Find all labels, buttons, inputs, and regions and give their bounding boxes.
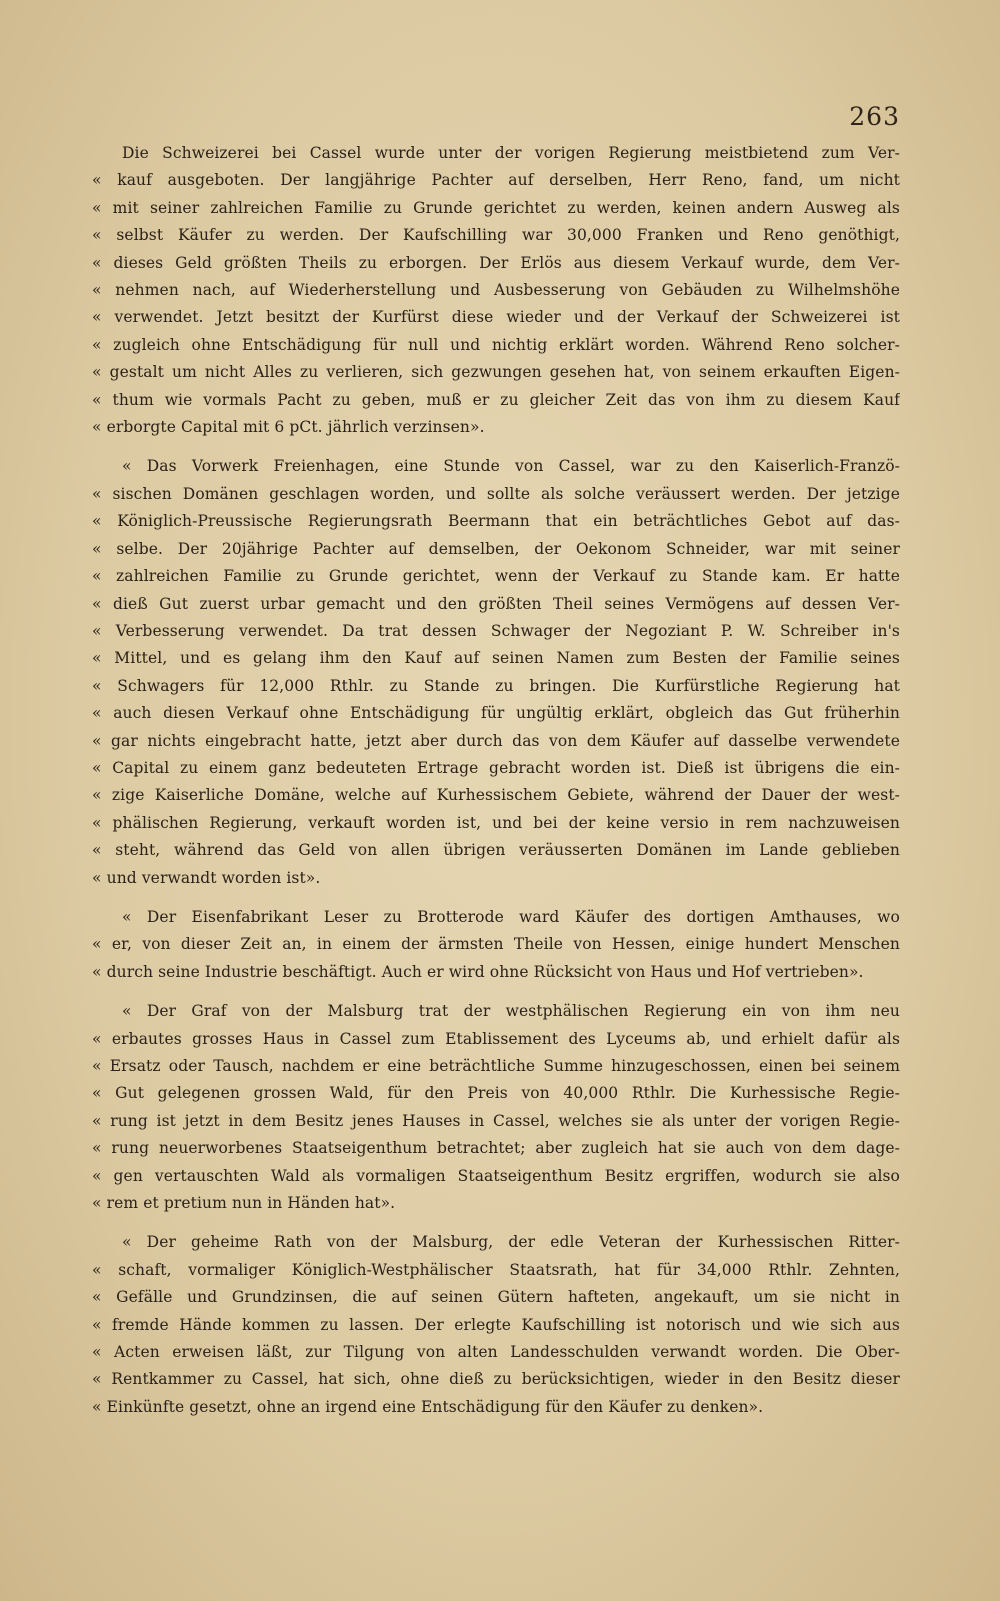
- text-line: « rung ist jetzt in dem Besitz jenes Hauses in Cassel, welches sie als unter der vorigen Regie-: [92, 1111, 900, 1130]
- text-line: « zige Kaiserliche Domäne, welche auf Kurhessischem Gebiete, während der Dauer der west-: [92, 786, 900, 805]
- text-line: « mit seiner zahlreichen Familie zu Grunde gerichtet zu werden, keinen andern Ausweg als: [92, 198, 900, 217]
- text-line: « Verbesserung verwendet. Da trat dessen Schwager der Negoziant P. W. Schreiber in's: [92, 621, 900, 640]
- text-line: « zugleich ohne Entschädigung für null und nichtig erklärt worden. Während Reno solcher-: [92, 335, 900, 354]
- page-number: 263: [849, 102, 900, 131]
- text-line: « Rentkammer zu Cassel, hat sich, ohne dieß zu berücksichtigen, wieder in den Besitz dieser: [92, 1370, 900, 1389]
- text-line: « selbst Käufer zu werden. Der Kaufschilling war 30,000 Franken und Reno genöthigt,: [92, 226, 900, 245]
- text-line: « thum wie vormals Pacht zu geben, muß er zu gleicher Zeit das von ihm zu diesem Kauf: [92, 390, 900, 409]
- text-line: « steht, während das Geld von allen übrigen veräusserten Domänen im Lande geblieben: [92, 841, 900, 860]
- text-line: « Ersatz oder Tausch, nachdem er eine beträchtliche Summe hinzugeschossen, einen bei seinem: [92, 1057, 900, 1075]
- text-line: « Acten erweisen läßt, zur Tilgung von alten Landesschulden verwandt worden. Die Ober-: [92, 1343, 900, 1362]
- text-line: « selbe. Der 20jährige Pachter auf demselben, der Oekonom Schneider, war mit seiner: [92, 539, 900, 558]
- text-line: « schaft, vormaliger Königlich-Westphälischer Staatsrath, hat für 34,000 Rthlr. Zehnten,: [92, 1260, 900, 1279]
- body-text: [92, 140, 900, 1433]
- text-line: « kauf ausgeboten. Der langjährige Pachter auf derselben, Herr Reno, fand, um nicht: [92, 171, 900, 190]
- paragraph: [92, 453, 900, 892]
- text-line: « Königlich-Preussische Regierungsrath Beermann that ein beträchtliches Gebot auf das-: [92, 512, 900, 531]
- text-line: « Mittel, und es gelang ihm den Kauf auf seinen Namen zum Besten der Familie seines: [92, 649, 900, 668]
- text-line: « Das Vorwerk Freienhagen, eine Stunde von Cassel, war zu den Kaiserlich-Franzö-: [122, 457, 900, 476]
- text-line: « und verwandt worden ist».: [92, 868, 321, 887]
- text-line: « nehmen nach, auf Wiederherstellung und Ausbesserung von Gebäuden zu Wilhelmshöhe: [92, 281, 900, 300]
- text-line: « rung neuerworbenes Staatseigenthum betrachtet; aber zugleich hat sie auch von dem dage-: [92, 1139, 900, 1158]
- text-line: Die Schweizerei bei Cassel wurde unter der vorigen Regierung meistbietend zum Ver-: [122, 144, 900, 162]
- paragraph: [92, 904, 900, 986]
- text-line: « gen vertauschten Wald als vormaligen Staatseigenthum Besitz ergriffen, wodurch sie also: [92, 1166, 900, 1185]
- paragraph: [92, 998, 900, 1217]
- text-line: « erbautes grosses Haus in Cassel zum Etablissement des Lyceums ab, und erhielt dafür als: [92, 1029, 900, 1048]
- text-line: « sischen Domänen geschlagen worden, und sollte als solche veräussert werden. Der jetzige: [92, 484, 900, 503]
- text-line: « zahlreichen Familie zu Grunde gerichtet, wenn der Verkauf zu Stande kam. Er hatte: [92, 567, 900, 586]
- text-line: « Einkünfte gesetzt, ohne an irgend eine Entschädigung für den Käufer zu denken».: [92, 1397, 764, 1416]
- text-line: « erborgte Capital mit 6 pCt. jährlich verzinsen».: [92, 418, 485, 437]
- text-line: « Schwagers für 12,000 Rthlr. zu Stande zu bringen. Die Kurfürstliche Regierung hat: [92, 676, 900, 695]
- paragraph: [92, 1229, 900, 1421]
- text-line: « verwendet. Jetzt besitzt der Kurfürst diese wieder und der Verkauf der Schweizerei ist: [92, 308, 900, 327]
- text-line: « er, von dieser Zeit an, in einem der ärmsten Theile von Hessen, einige hundert Menschen: [92, 935, 900, 954]
- text-line: « dieses Geld größten Theils zu erborgen. Der Erlös aus diesem Verkauf wurde, dem Ver-: [92, 253, 900, 272]
- text-line: « rem et pretium nun in Händen hat».: [92, 1194, 396, 1213]
- text-line: « Capital zu einem ganz bedeuteten Ertrage gebracht worden ist. Dieß ist übrigens die ein-: [92, 758, 900, 777]
- text-line: « Der Graf von der Malsburg trat der westphälischen Regierung ein von ihm neu: [122, 1002, 900, 1021]
- text-line: « gar nichts eingebracht hatte, jetzt aber durch das von dem Käufer auf dasselbe verwendete: [92, 731, 900, 750]
- text-line: « gestalt um nicht Alles zu verlieren, sich gezwungen gesehen hat, von seinem erkauften Eigen-: [92, 363, 900, 382]
- text-line: « auch diesen Verkauf ohne Entschädigung für ungültig erklärt, obgleich das Gut früherhin: [92, 704, 900, 723]
- text-line: « phälischen Regierung, verkauft worden ist, und bei der keine versio in rem nachzuweisen: [92, 813, 900, 832]
- text-line: « fremde Hände kommen zu lassen. Der erlegte Kaufschilling ist notorisch und wie sich aus: [92, 1315, 900, 1334]
- text-line: « Gefälle und Grundzinsen, die auf seinen Gütern hafteten, angekauft, um sie nicht in: [92, 1288, 900, 1307]
- paragraph: [92, 140, 900, 441]
- text-line: « Gut gelegenen grossen Wald, für den Preis von 40,000 Rthlr. Die Kurhessische Regie-: [92, 1084, 900, 1103]
- text-line: « durch seine Industrie beschäftigt. Auch er wird ohne Rücksicht von Haus und Hof vertrieben».: [92, 962, 864, 981]
- text-line: « Der Eisenfabrikant Leser zu Brotterode ward Käufer des dortigen Amthauses, wo: [122, 907, 900, 926]
- text-line: « dieß Gut zuerst urbar gemacht und den größten Theil seines Vermögens auf dessen Ver-: [92, 594, 900, 613]
- text-line: « Der geheime Rath von der Malsburg, der edle Veteran der Kurhessischen Ritter-: [122, 1233, 900, 1252]
